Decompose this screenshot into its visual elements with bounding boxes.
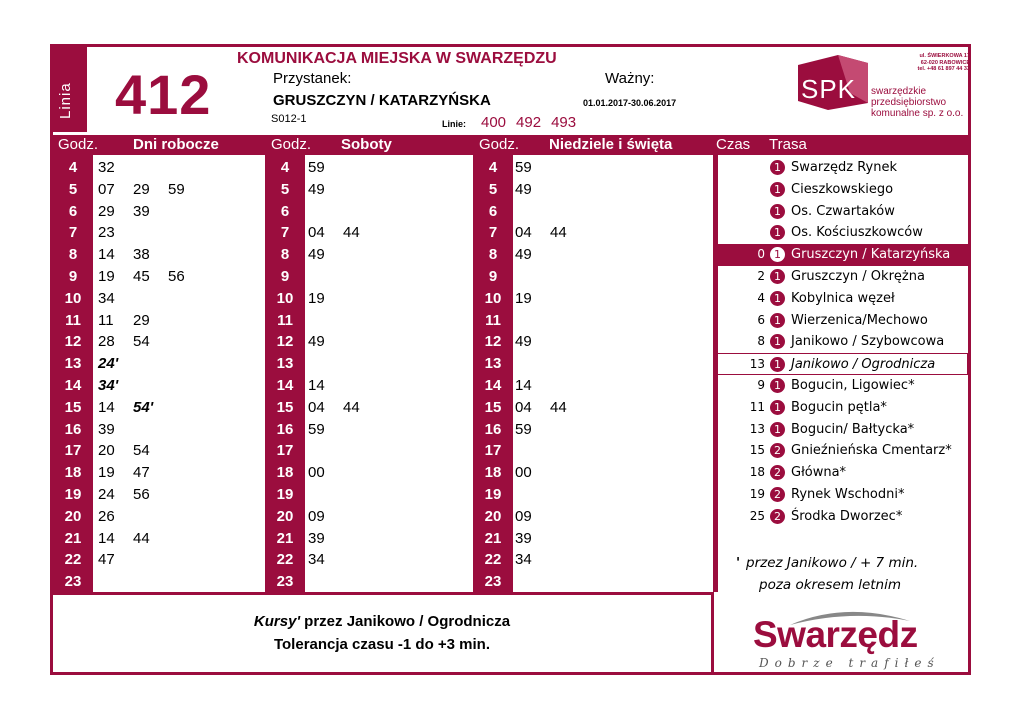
- minutes-row: [515, 353, 655, 375]
- hour-cell: 18: [276, 464, 294, 482]
- zone-badge-icon: 1: [770, 291, 785, 306]
- minutes-row: [308, 266, 448, 288]
- sunday-header: Niedziele i święta: [549, 136, 673, 153]
- linia-label: Linia: [57, 82, 74, 119]
- route-time: 25: [749, 508, 765, 523]
- zone-badge-icon: 1: [770, 357, 785, 372]
- departure-minute: 45: [133, 267, 150, 285]
- departure-minute: 29: [98, 202, 115, 220]
- route-stop: [718, 244, 968, 266]
- hour-cell: 10: [64, 289, 82, 307]
- zone-badge-icon: 1: [770, 269, 785, 284]
- hour-cell: 17: [64, 442, 82, 460]
- departure-minute: 44: [550, 224, 567, 242]
- departure-minute: 59: [308, 159, 325, 176]
- minutes-row: [98, 331, 238, 353]
- hour-cell: 5: [68, 180, 78, 198]
- minutes-row: [308, 462, 448, 484]
- zone-badge-icon: 1: [770, 160, 785, 175]
- hour-cell: 16: [64, 420, 82, 438]
- company-name: [871, 86, 963, 119]
- route-stop: [718, 331, 968, 353]
- departure-minute: 59: [515, 420, 532, 438]
- zone-badge-icon: 1: [770, 182, 785, 197]
- minutes-row: [98, 549, 238, 571]
- hour-cell: 19: [484, 485, 502, 503]
- departure-minute: 00: [308, 464, 325, 482]
- hours-saturday: [265, 157, 305, 593]
- hour-cell: 5: [488, 180, 498, 198]
- departure-minute: 59: [168, 180, 185, 198]
- hour-cell: 9: [68, 267, 78, 285]
- minutes-row: [308, 549, 448, 571]
- minutes-row: [308, 440, 448, 462]
- departure-minute: 39: [308, 529, 325, 547]
- hour-cell: 22: [64, 551, 82, 569]
- departure-minute: 07: [98, 180, 115, 198]
- route-stop: [718, 157, 968, 179]
- minutes-row: [98, 440, 238, 462]
- departure-minute: 54': [133, 398, 154, 416]
- route-stop-name: Os. Czwartaków: [791, 203, 895, 219]
- hour-cell: 4: [280, 159, 290, 176]
- route-time: 13: [749, 421, 765, 436]
- page-title: KOMUNIKACJA MIEJSKA W SWARZĘDZU: [237, 50, 557, 67]
- zone-badge-icon: 2: [770, 443, 785, 458]
- route-stop-name: Bogucin, Ligowiec*: [791, 377, 915, 393]
- note-mark: ': [736, 555, 741, 571]
- departure-minute: 39: [515, 529, 532, 547]
- route-stop: [718, 397, 968, 419]
- route-stop: [718, 288, 968, 310]
- minutes-row: [515, 222, 655, 244]
- minutes-row: [515, 571, 655, 593]
- hour-cell: 4: [488, 159, 498, 176]
- zone-badge-icon: 1: [770, 400, 785, 415]
- route-stop-name: Janikowo / Ogrodnicza: [791, 357, 936, 373]
- route-stop-name: Bogucin/ Bałtycka*: [791, 421, 915, 437]
- minutes-row: [98, 157, 238, 179]
- minutes-row: [515, 157, 655, 179]
- route-stop: [718, 375, 968, 397]
- hour-cell: 15: [64, 398, 82, 416]
- hour-cell: 7: [488, 224, 498, 242]
- footer-text: przez Janikowo / Ogrodnicza: [300, 613, 511, 630]
- minutes-row: [98, 375, 238, 397]
- hour-cell: 4: [68, 159, 78, 176]
- minutes-row: [308, 288, 448, 310]
- route-time: 4: [757, 290, 765, 305]
- departure-minute: 09: [308, 507, 325, 525]
- departure-minute: 14: [98, 529, 115, 547]
- route-time: 6: [757, 312, 765, 327]
- minutes-row: [98, 244, 238, 266]
- hour-cell: 20: [484, 507, 502, 525]
- linie-label: Linie:: [442, 119, 466, 129]
- hour-cell: 22: [276, 551, 294, 569]
- departure-minute: 34: [308, 551, 325, 569]
- hour-cell: 17: [276, 442, 294, 460]
- hour-cell: 10: [276, 289, 294, 307]
- hour-cell: 23: [484, 573, 502, 591]
- departure-minute: 04: [308, 398, 325, 416]
- address-line: tel. +48 61 897 44 33: [917, 66, 970, 73]
- departure-minute: 14: [98, 398, 115, 416]
- minutes-row: [515, 549, 655, 571]
- hour-header: Godz.: [58, 136, 99, 153]
- company-name-line: swarzędzkie: [871, 86, 927, 97]
- minutes-row: [515, 375, 655, 397]
- departure-minute: 56: [133, 485, 150, 503]
- zone-badge-icon: 1: [770, 204, 785, 219]
- stop-code: S012-1: [271, 113, 307, 125]
- route-stop-name: Bogucin pętla*: [791, 399, 887, 415]
- minutes-row: [98, 201, 238, 223]
- hour-cell: 16: [484, 420, 502, 438]
- swarzedz-logo: Swarzędz: [753, 614, 918, 655]
- saturday-header: Soboty: [341, 136, 392, 153]
- minutes-row: [308, 310, 448, 332]
- departure-minute: 34: [98, 289, 115, 307]
- departure-minute: 49: [308, 180, 325, 198]
- zone-badge-icon: 2: [770, 465, 785, 480]
- zone-badge-icon: 1: [770, 422, 785, 437]
- hour-cell: 23: [64, 573, 82, 591]
- minutes-row: [308, 222, 448, 244]
- departure-minute: 11: [98, 311, 114, 329]
- departure-minute: 26: [98, 507, 115, 525]
- hour-cell: 9: [280, 267, 290, 285]
- line-number: 412: [115, 63, 212, 126]
- departure-minute: 34: [515, 551, 532, 569]
- departure-minute: 54: [133, 333, 150, 351]
- trasa-header: Trasa: [769, 136, 807, 153]
- route-time: 9: [757, 377, 765, 392]
- zone-badge-icon: 1: [770, 378, 785, 393]
- valid-dates: 01.01.2017-30.06.2017: [583, 98, 677, 108]
- minutes-row: [515, 462, 655, 484]
- hour-cell: 12: [64, 333, 82, 351]
- minutes-row: [515, 310, 655, 332]
- hour-cell: 8: [280, 246, 290, 264]
- minutes-row: [515, 244, 655, 266]
- route-stop: [718, 201, 968, 223]
- company-name-line: komunalne sp. z o.o.: [871, 108, 964, 119]
- departure-minute: 56: [168, 267, 185, 285]
- hour-cell: 5: [280, 180, 290, 198]
- hour-cell: 23: [276, 573, 294, 591]
- hour-cell: 19: [276, 485, 294, 503]
- hour-cell: 14: [64, 376, 82, 394]
- minutes-row: [98, 179, 238, 201]
- minutes-row: [308, 331, 448, 353]
- route-stop-name: Wierzenica/Mechowo: [791, 312, 928, 328]
- footer-line-2: Tolerancja czasu -1 do +3 min.: [273, 636, 491, 653]
- departure-minute: 04: [515, 398, 532, 416]
- departure-minute: 34': [98, 376, 119, 394]
- departure-minute: 00: [515, 464, 532, 482]
- departure-minute: 14: [308, 376, 325, 394]
- route-time: 15: [749, 443, 765, 458]
- minutes-row: [515, 201, 655, 223]
- departure-minute: 19: [515, 289, 532, 307]
- hour-cell: 15: [276, 398, 294, 416]
- minutes-row: [98, 288, 238, 310]
- hour-cell: 12: [276, 333, 294, 351]
- route-stop: [718, 440, 968, 462]
- hour-cell: 11: [65, 311, 81, 329]
- hour-cell: 13: [484, 355, 502, 373]
- hour-cell: 11: [277, 311, 293, 329]
- route-stop: [718, 484, 968, 506]
- minutes-row: [308, 419, 448, 441]
- minutes-row: [515, 179, 655, 201]
- route-stop-name: Gruszczyn / Katarzyńska: [791, 247, 951, 263]
- minutes-row: [515, 266, 655, 288]
- minutes-row: [98, 462, 238, 484]
- czas-header: Czas: [716, 136, 751, 153]
- weekday-header: Dni robocze: [133, 136, 219, 153]
- departure-minute: 20: [98, 442, 115, 460]
- minutes-row: [308, 484, 448, 506]
- hour-cell: 22: [484, 551, 502, 569]
- hour-cell: 7: [68, 224, 78, 242]
- route-stop-name: Swarzędz Rynek: [791, 160, 898, 175]
- note-line: poza okresem letnim: [759, 577, 902, 593]
- minutes-row: [98, 397, 238, 419]
- route-stop: [718, 266, 968, 288]
- zone-badge-icon: 1: [770, 334, 785, 349]
- hour-cell: 15: [484, 398, 502, 416]
- route-stop: [718, 506, 968, 528]
- company-address: [870, 53, 970, 73]
- hour-cell: 11: [485, 311, 501, 329]
- minutes-row: [308, 179, 448, 201]
- stop-name: GRUSZCZYN / KATARZYŃSKA: [273, 92, 491, 109]
- route-stop-name: Janikowo / Szybowcowa: [791, 334, 945, 350]
- route-stop-name: Gruszczyn / Okrężna: [791, 268, 925, 284]
- departure-minute: 44: [343, 224, 360, 242]
- route-stop-name: Kobylnica węzeł: [791, 290, 895, 306]
- minutes-row: [515, 288, 655, 310]
- minutes-row: [98, 353, 238, 375]
- company-name-line: przedsiębiorstwo: [871, 97, 947, 108]
- minutes-row: [515, 419, 655, 441]
- note-line: przez Janikowo / + 7 min.: [746, 555, 919, 571]
- hour-cell: 20: [276, 507, 294, 525]
- hour-header: Godz.: [271, 136, 312, 153]
- minutes-row: [308, 244, 448, 266]
- route-stop-name: Gnieźnieńska Cmentarz*: [791, 443, 952, 459]
- minutes-row: [515, 506, 655, 528]
- route-time: 2: [757, 268, 765, 283]
- departure-minute: 49: [515, 333, 532, 351]
- hour-cell: 21: [276, 529, 294, 547]
- footer-line-1: [53, 613, 711, 630]
- zone-badge-icon: 2: [770, 487, 785, 502]
- departure-minute: 14: [98, 246, 115, 264]
- zone-badge-icon: 1: [770, 247, 785, 262]
- departure-minute: 59: [308, 420, 325, 438]
- address-line: 62-020 RABOWICE: [920, 59, 970, 66]
- footer-divider: [711, 592, 714, 675]
- departure-minute: 39: [98, 420, 115, 438]
- route-stop: [718, 222, 968, 244]
- minutes-row: [308, 157, 448, 179]
- departure-minute: 19: [98, 267, 115, 285]
- hour-cell: 16: [276, 420, 294, 438]
- swarzedz-slogan: Dobrze trafiłeś: [759, 656, 940, 670]
- departure-minute: 29: [133, 311, 150, 329]
- departure-minute: 49: [308, 246, 325, 264]
- hours-sunday: [473, 157, 513, 593]
- hour-cell: 21: [64, 529, 82, 547]
- departure-minute: 59: [515, 159, 532, 176]
- departure-minute: 23: [98, 224, 115, 242]
- zone-badge-icon: 1: [770, 225, 785, 240]
- route-stop-name: Rynek Wschodni*: [791, 486, 905, 502]
- route-time: 18: [749, 465, 765, 480]
- minutes-row: [98, 419, 238, 441]
- bottom-divider: [53, 592, 711, 595]
- linia-strip: [53, 47, 87, 132]
- hour-cell: 17: [484, 442, 502, 460]
- hour-cell: 14: [484, 376, 502, 394]
- line-link[interactable]: 492: [516, 114, 542, 131]
- minutes-row: [98, 266, 238, 288]
- route-time: 13: [749, 357, 765, 372]
- departure-minute: 09: [515, 507, 532, 525]
- minutes-row: [98, 506, 238, 528]
- departure-minute: 04: [308, 224, 325, 242]
- line-list: [481, 114, 576, 131]
- departure-minute: 38: [133, 246, 150, 264]
- route-time: 8: [757, 334, 765, 349]
- weekday-minutes: [98, 157, 238, 593]
- hour-cell: 14: [276, 376, 294, 394]
- hour-header: Godz.: [479, 136, 520, 153]
- hour-cell: 6: [68, 202, 78, 220]
- departure-minute: 29: [133, 180, 150, 198]
- hour-cell: 18: [64, 464, 82, 482]
- route-stop-name: Os. Kościuszkowców: [791, 225, 923, 241]
- minutes-row: [98, 571, 238, 593]
- line-link[interactable]: 493: [551, 114, 577, 131]
- zone-badge-icon: 2: [770, 509, 785, 524]
- minutes-row: [308, 528, 448, 550]
- minutes-row: [308, 201, 448, 223]
- saturday-minutes: [308, 157, 448, 593]
- zone-badge-icon: 1: [770, 313, 785, 328]
- hour-cell: 8: [68, 246, 78, 264]
- departure-minute: 49: [515, 180, 532, 198]
- departure-minute: 39: [133, 202, 150, 220]
- hour-cell: 18: [484, 464, 502, 482]
- departure-minute: 28: [98, 333, 115, 351]
- hour-cell: 10: [484, 289, 502, 307]
- departure-minute: 49: [515, 246, 532, 264]
- hour-cell: 13: [64, 355, 82, 373]
- departure-minute: 44: [550, 398, 567, 416]
- valid-label: Ważny:: [605, 70, 655, 87]
- minutes-row: [515, 440, 655, 462]
- minutes-row: [98, 484, 238, 506]
- hour-cell: 19: [64, 485, 82, 503]
- hour-cell: 21: [484, 529, 502, 547]
- hour-cell: 9: [488, 267, 498, 285]
- hour-cell: 6: [280, 202, 290, 220]
- minutes-row: [308, 571, 448, 593]
- hour-cell: 12: [484, 333, 502, 351]
- route-stop: [718, 353, 968, 375]
- departure-minute: 14: [515, 376, 532, 394]
- minutes-row: [308, 375, 448, 397]
- route-time: 11: [749, 399, 765, 414]
- departure-minute: 19: [98, 464, 115, 482]
- route-stop: [718, 179, 968, 201]
- minutes-row: [308, 397, 448, 419]
- stop-label: Przystanek:: [273, 70, 352, 87]
- route-stop: [718, 310, 968, 332]
- departure-minute: 54: [133, 442, 150, 460]
- route-stop: [718, 462, 968, 484]
- route-stop-name: Główna*: [791, 465, 847, 481]
- route-stop-name: Środka Dworzec*: [791, 508, 903, 524]
- departure-minute: 24: [98, 485, 115, 503]
- minutes-row: [515, 331, 655, 353]
- minutes-row: [308, 353, 448, 375]
- departure-minute: 47: [133, 464, 150, 482]
- kursy-label: Kursy': [253, 613, 301, 630]
- departure-minute: 44: [133, 529, 150, 547]
- timetable-frame: [50, 44, 971, 675]
- route-list: [718, 157, 968, 528]
- departure-minute: 47: [98, 551, 115, 569]
- minutes-row: [98, 310, 238, 332]
- address-line: ul. ŚWIERKOWA 17: [919, 53, 970, 59]
- departure-minute: 32: [98, 159, 115, 176]
- departure-minute: 19: [308, 289, 325, 307]
- hour-cell: 7: [280, 224, 290, 242]
- column-header-bar: [53, 135, 968, 155]
- minutes-row: [515, 528, 655, 550]
- departure-minute: 04: [515, 224, 532, 242]
- hour-cell: 13: [276, 355, 294, 373]
- departure-minute: 24': [98, 355, 119, 373]
- minutes-row: [515, 484, 655, 506]
- hours-weekday: [53, 157, 93, 593]
- departure-minute: 49: [308, 333, 325, 351]
- line-link[interactable]: 400: [481, 114, 507, 131]
- route-time: 0: [757, 247, 765, 262]
- spk-logo-text: SPK: [801, 74, 857, 104]
- sunday-minutes: [515, 157, 655, 593]
- hour-cell: 20: [64, 507, 82, 525]
- hour-cell: 8: [488, 246, 498, 264]
- departure-minute: 44: [343, 398, 360, 416]
- hour-cell: 6: [488, 202, 498, 220]
- route-stop: [718, 419, 968, 441]
- minutes-row: [515, 397, 655, 419]
- minutes-row: [98, 222, 238, 244]
- minutes-row: [98, 528, 238, 550]
- route-stop-name: Cieszkowskiego: [791, 181, 894, 197]
- minutes-row: [308, 506, 448, 528]
- route-time: 19: [749, 486, 765, 501]
